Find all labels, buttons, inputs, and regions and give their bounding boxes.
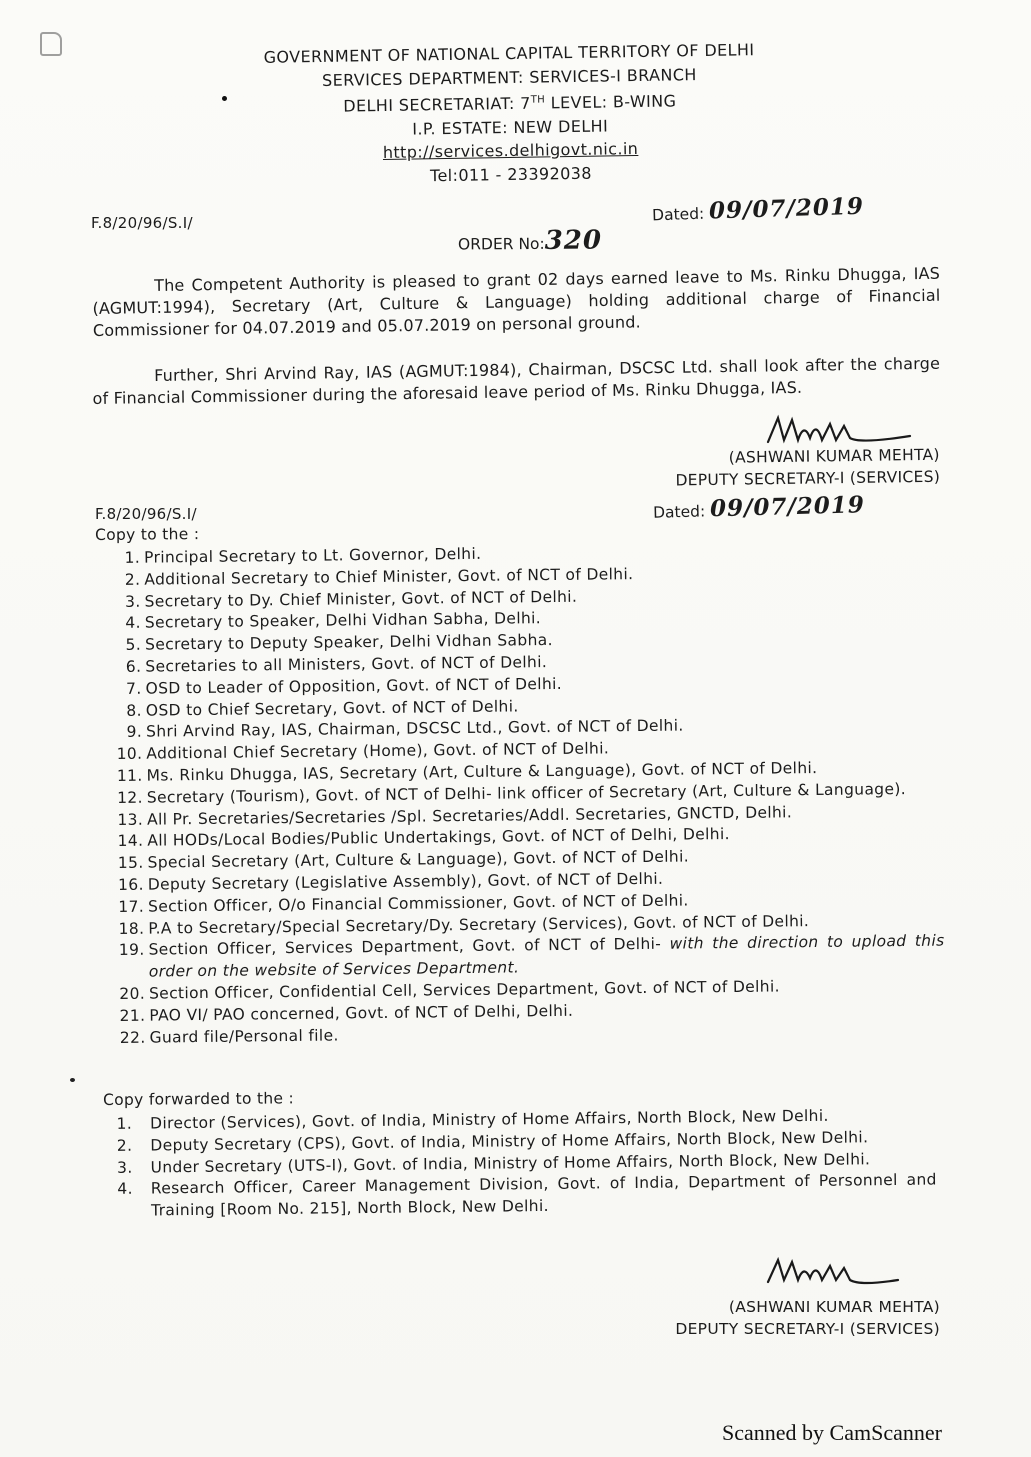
item-number: 7.: [125, 679, 142, 698]
item-number: 19.: [118, 941, 145, 960]
order-paragraph-2: Further, Shri Arvind Ray, IAS (AGMUT:1984), Chairman, DSCSC Ltd. shall look after the charge of Financial Commissioner during the aforesaid leave period of Ms. Rinku Dhugga, IAS.: [92, 353, 941, 408]
item-number: 22.: [119, 1028, 146, 1047]
item-emphasis: with the direction to upload this order on the website of Services Department.: [148, 931, 945, 981]
item-text: Shri Arvind Ray, IAS, Chairman, DSCSC Ltd., Govt. of NCT of Delhi.: [145, 716, 684, 741]
item-number: 16.: [118, 875, 144, 894]
letterhead-line: DELHI SECRETARIAT: 7TH LEVEL: B-WING: [343, 91, 677, 116]
item-number: 17.: [118, 897, 145, 916]
item-text: All Pr. Secretaries/Secretaries /Spl. Secretaries/Addl. Secretaries, GNCTD, Delhi.: [146, 802, 793, 829]
order-date: Dated: 09/07/2019: [651, 192, 865, 225]
item-text: PAO VI/ PAO concerned, Govt. of NCT of Delhi, Delhi.: [149, 1001, 574, 1025]
letterhead-line: SERVICES DEPARTMENT: SERVICES-I BRANCH: [321, 64, 697, 90]
signatory-designation: DEPUTY SECRETARY-I (SERVICES): [675, 467, 941, 490]
item-number: 3.: [117, 1158, 133, 1177]
signatory-block: [620, 444, 941, 492]
scan-speck: [70, 1078, 75, 1082]
item-text: Secretaries to all Ministers, Govt. of NCT of Delhi.: [145, 653, 548, 676]
item-text: Deputy Secretary (Legislative Assembly), Govt. of NCT of Delhi.: [147, 869, 664, 894]
item-text: Section Officer, O/o Financial Commissioner, Govt. of NCT of Delhi.: [147, 891, 689, 916]
letterhead-line: GOVERNMENT OF NATIONAL CAPITAL TERRITORY OF DELHI: [263, 40, 755, 67]
item-number: 3.: [125, 592, 141, 611]
handwritten-date: 09/07/2019: [708, 192, 865, 225]
order-number: ORDER No:320: [457, 225, 603, 256]
item-number: 1.: [116, 1114, 133, 1133]
signatory-name: (ASHWANI KUMAR MEHTA): [728, 1298, 940, 1316]
item-number: 1.: [124, 548, 141, 567]
item-number: 12.: [117, 788, 143, 807]
item-text: Special Secretary (Art, Culture & Language), Govt. of NCT of Delhi.: [147, 847, 690, 872]
signatory-block-2: [620, 1296, 940, 1340]
item-number: 21.: [119, 1006, 146, 1025]
item-text: Secretary (Tourism), Govt. of NCT of Delhi- link officer of Secretary (Art, Culture & Language).: [146, 779, 907, 807]
signature-icon: [762, 1252, 912, 1292]
item-number: 15.: [117, 853, 144, 873]
item-text: Section Officer, Confidential Cell, Services Department, Govt. of NCT of Delhi.: [148, 977, 780, 1003]
order-paragraph-1: The Competent Authority is pleased to grant 02 days earned leave to Ms. Rinku Dhugga, IAS (AGMUT:1994), Secretary (Art, Culture & Language) holding additional charge of Financial Commissioner for 04.07.2019 and 05.07.2019 on personal ground.: [92, 263, 941, 340]
item-text: Secretary to Dy. Chief Minister, Govt. of NCT of Delhi.: [144, 587, 578, 611]
handwritten-date: 09/07/2019: [709, 491, 866, 523]
copy-to-list: [112, 539, 946, 1050]
website-link[interactable]: http://services.delhigovt.nic.in: [382, 138, 639, 163]
item-text: Secretary to Speaker, Delhi Vidhan Sabha, Delhi.: [144, 609, 542, 633]
item-number: 11.: [116, 766, 143, 785]
item-text: P.A to Secretary/Special Secretary/Dy. Secretary (Services), Govt. of NCT of Delhi.: [148, 911, 810, 938]
file-number: F.8/20/96/S.I/: [91, 214, 193, 232]
endorsement-date: Dated: 09/07/2019: [652, 491, 866, 523]
item-number: 4.: [125, 614, 141, 633]
item-text: Under Secretary (UTS-I), Govt. of India, Ministry of Home Affairs, North Block, New Delhi.: [150, 1149, 871, 1177]
item-text: Additional Secretary to Chief Minister, Govt. of NCT of Delhi.: [144, 564, 634, 589]
letterhead-line: I.P. ESTATE: NEW DELHI: [412, 115, 609, 139]
item-number: 6.: [125, 657, 142, 676]
item-text: Deputy Secretary (CPS), Govt. of India, Ministry of Home Affairs, North Block, New Delhi.: [150, 1128, 869, 1155]
item-number: 2.: [116, 1136, 133, 1155]
signatory-designation: DEPUTY SECRETARY-I (SERVICES): [675, 1320, 940, 1338]
copy-to-heading: Copy to the :: [95, 525, 200, 544]
endorsement-file-number: F.8/20/96/S.I/: [95, 505, 197, 523]
copy-forwarded-heading: Copy forwarded to the :: [103, 1089, 295, 1109]
scanner-watermark: Scanned by CamScanner: [722, 1420, 942, 1445]
copy-forwarded-item: [103, 1170, 937, 1223]
item-text: Secretary to Deputy Speaker, Delhi Vidhan Sabha.: [144, 631, 553, 654]
item-text: Section Officer, Services Department, Govt. of NCT of Delhi- with the direction to upload this order on the website of Services Department.: [148, 931, 945, 981]
item-number: 5.: [125, 635, 142, 655]
page-corner-icon: [40, 32, 62, 56]
item-number: 14.: [117, 832, 144, 851]
item-number: 13.: [117, 810, 144, 829]
item-number: 8.: [126, 701, 142, 720]
item-text: OSD to Leader of Opposition, Govt. of NCT of Delhi.: [145, 674, 563, 698]
item-text: Director (Services), Govt. of India, Ministry of Home Affairs, North Block, New Delhi.: [150, 1106, 829, 1133]
item-number: 20.: [119, 984, 146, 1003]
item-text: Ms. Rinku Dhugga, IAS, Secretary (Art, Culture & Language), Govt. of NCT of Delhi.: [146, 758, 818, 785]
item-text: Principal Secretary to Lt. Governor, Delhi.: [144, 544, 482, 567]
item-number: 2.: [124, 570, 141, 589]
item-number: 4.: [117, 1180, 133, 1199]
letterhead: [229, 38, 791, 191]
item-text: Guard file/Personal file.: [149, 1025, 339, 1047]
item-text: All HODs/Local Bodies/Public Undertakings, Govt. of NCT of Delhi, Delhi.: [147, 825, 730, 850]
item-text: Research Officer, Career Management Division, Govt. of India, Department of Personnel and Training [Room No. 215], North Block, New Delhi.: [150, 1170, 937, 1220]
item-text: Additional Chief Secretary (Home), Govt. of NCT of Delhi.: [146, 739, 610, 763]
signatory-name: (ASHWANI KUMAR MEHTA): [728, 445, 940, 467]
item-number: 18.: [118, 919, 145, 938]
telephone: Tel:011 - 23392038: [429, 163, 593, 185]
item-text: OSD to Chief Secretary, Govt. of NCT of Delhi.: [145, 696, 519, 720]
handwritten-order-no: 320: [544, 225, 603, 256]
copy-forwarded-list: [102, 1105, 937, 1223]
item-number: 10.: [116, 744, 143, 764]
scan-speck: [222, 96, 227, 101]
item-number: 9.: [126, 723, 143, 742]
